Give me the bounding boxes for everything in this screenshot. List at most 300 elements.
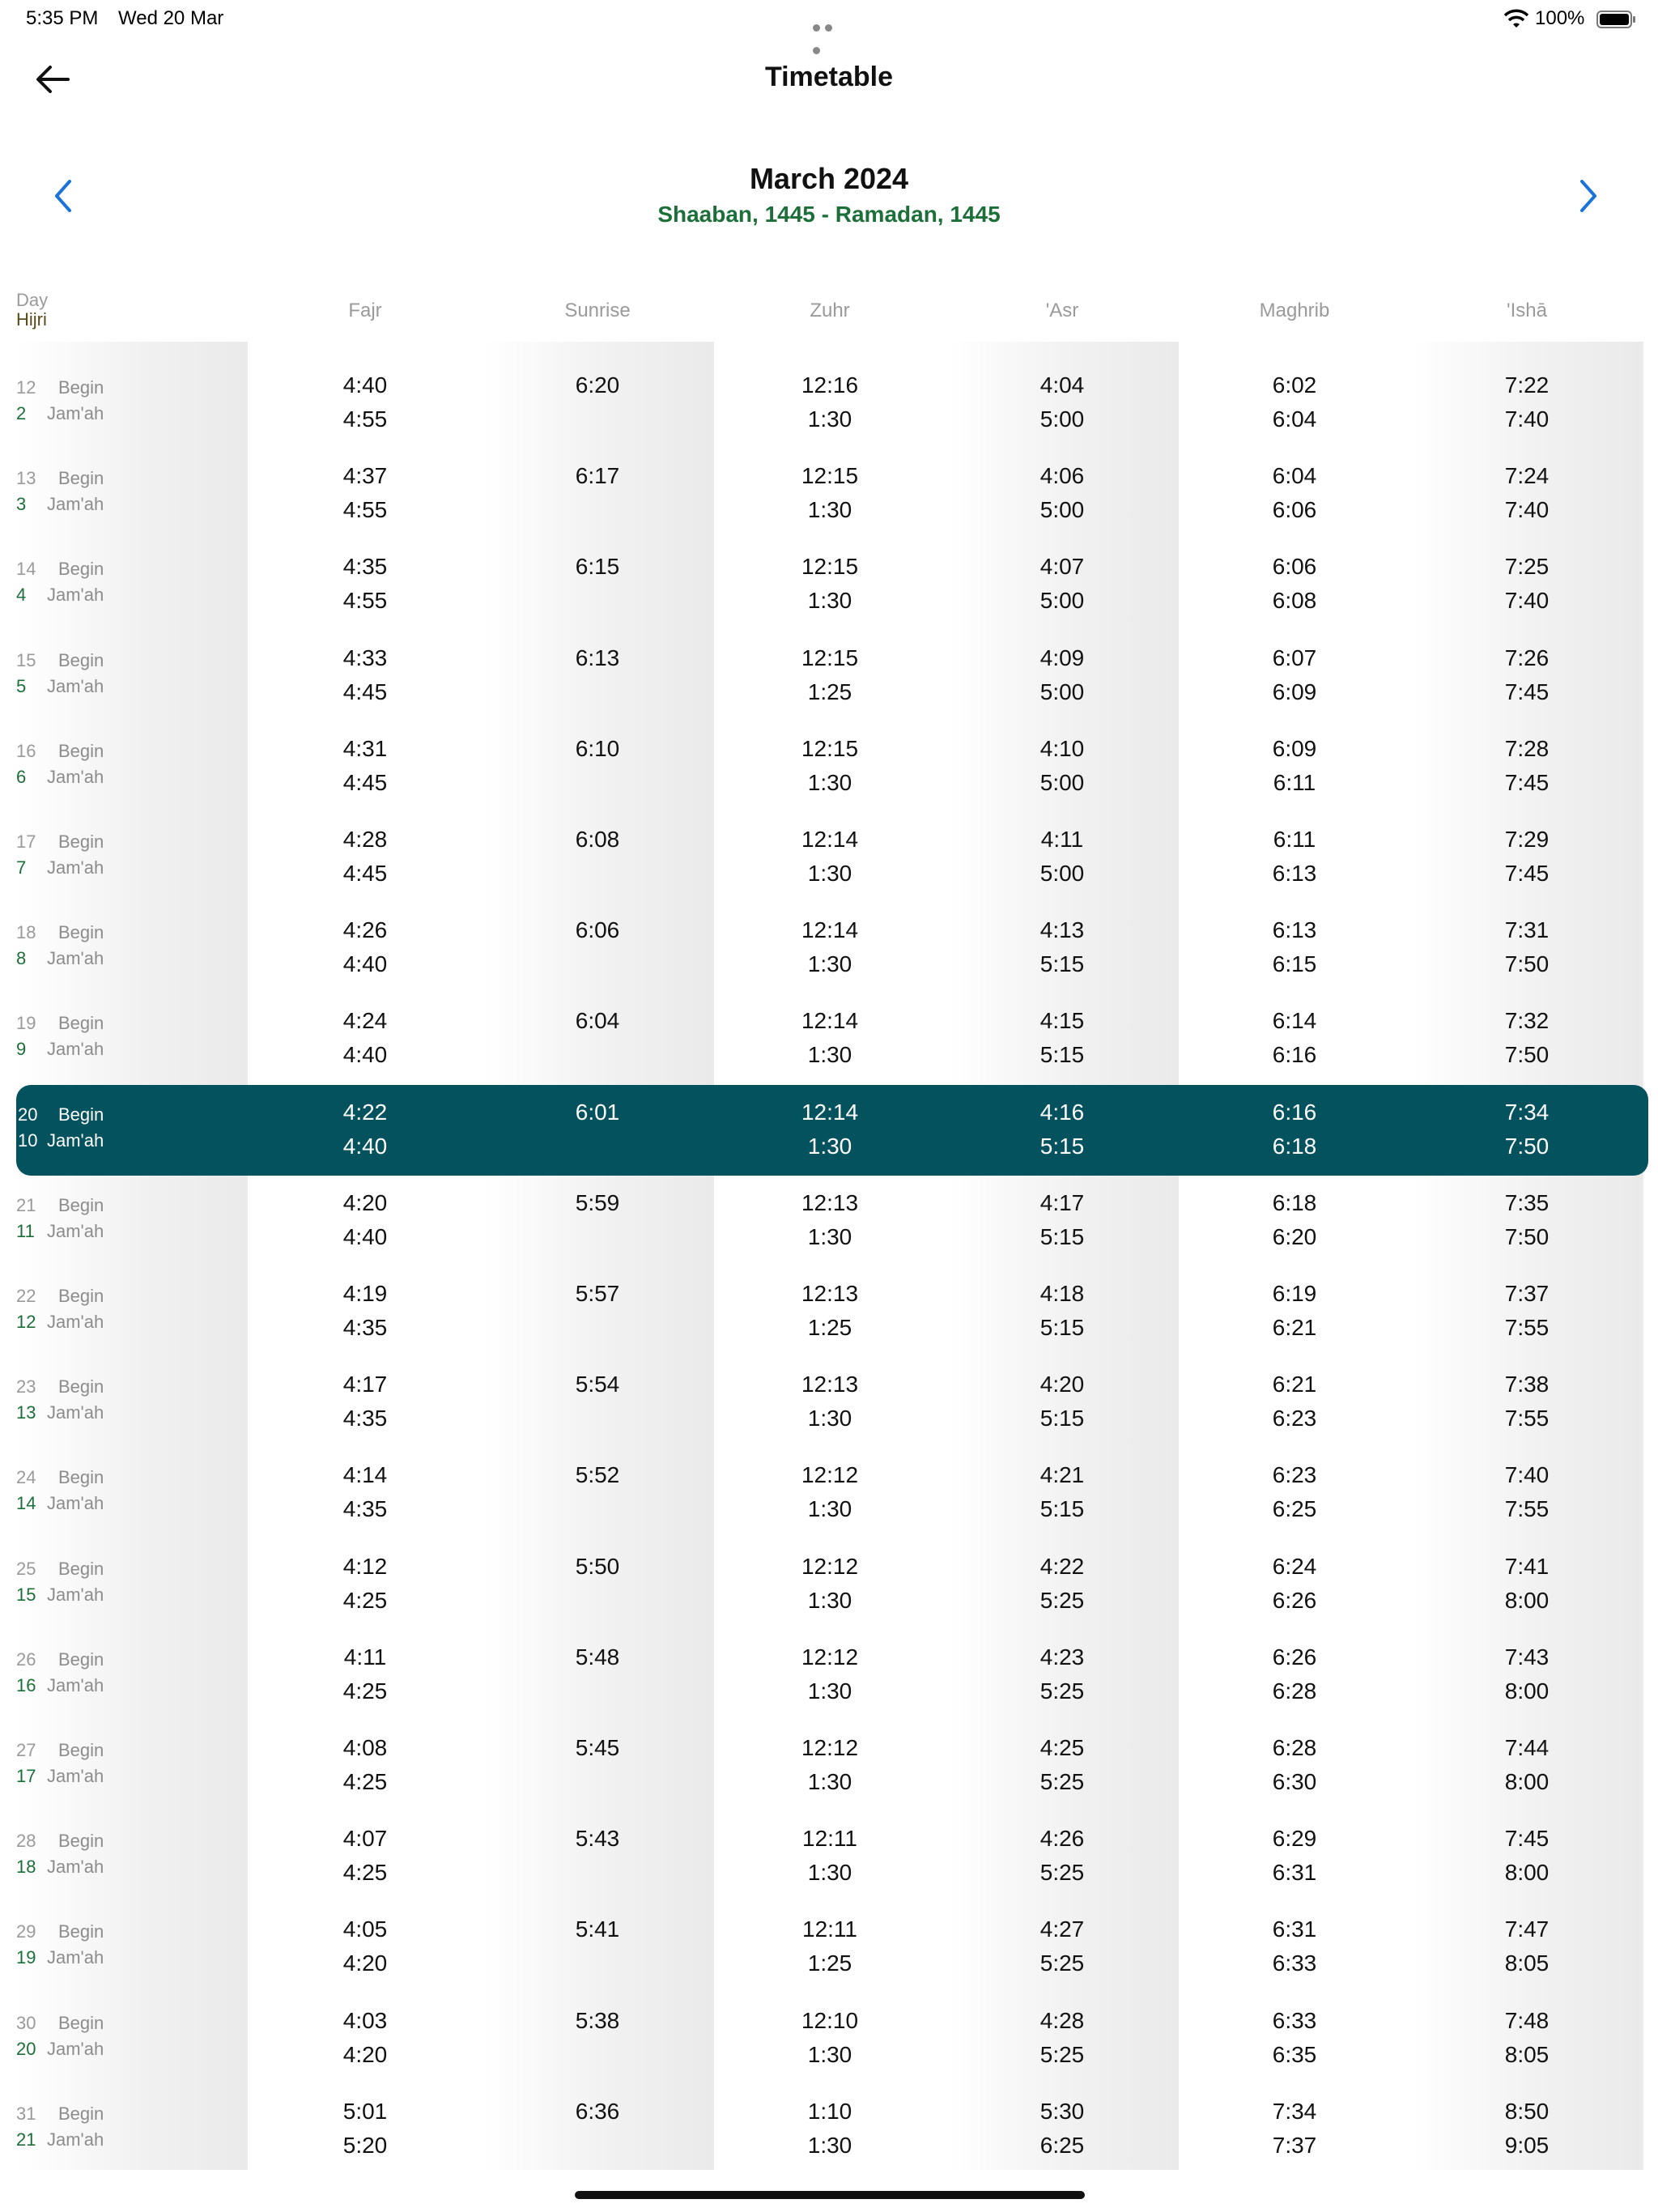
maghrib-begin-time: 6:33 xyxy=(1272,2007,1317,2033)
maghrib-jamah-time: 6:08 xyxy=(1272,588,1317,614)
asr-begin-time: 4:09 xyxy=(1039,644,1085,670)
asr-jamah-time: 5:25 xyxy=(1039,2041,1085,2067)
maghrib-begin-time: 6:28 xyxy=(1272,1735,1317,1760)
isha-jamah-time: 7:40 xyxy=(1504,497,1550,523)
zuhr-jamah-time: 1:30 xyxy=(807,1042,852,1068)
begin-label: Begin xyxy=(58,1286,104,1306)
fajr-jamah-time: 4:45 xyxy=(342,769,388,795)
maghrib-begin-time: 6:09 xyxy=(1272,735,1317,761)
sunrise-time: 5:54 xyxy=(575,1372,620,1397)
isha-begin-time: 7:37 xyxy=(1504,1281,1550,1306)
jamah-label: Jam'ah xyxy=(47,494,104,515)
hijri-day-number: 4 xyxy=(16,585,27,606)
begin-label: Begin xyxy=(58,1013,104,1034)
asr-begin-time: 4:23 xyxy=(1039,1644,1085,1670)
fajr-jamah-time: 5:20 xyxy=(342,2132,388,2158)
isha-begin-time: 7:43 xyxy=(1504,1644,1550,1670)
day-number: 13 xyxy=(16,468,36,489)
isha-jamah-time: 7:45 xyxy=(1504,678,1550,704)
day-number: 14 xyxy=(16,559,36,580)
column-header-fajr: Fajr xyxy=(348,300,382,321)
zuhr-jamah-time: 1:30 xyxy=(807,2041,852,2067)
asr-jamah-time: 5:00 xyxy=(1039,497,1085,523)
fajr-jamah-time: 4:25 xyxy=(342,1860,388,1886)
table-row xyxy=(0,1448,1658,1538)
asr-begin-time: 4:17 xyxy=(1039,1189,1085,1215)
day-number: 22 xyxy=(16,1286,36,1306)
maghrib-begin-time: 6:21 xyxy=(1272,1372,1317,1397)
begin-label: Begin xyxy=(58,1921,104,1942)
sunrise-time: 5:57 xyxy=(575,1281,620,1306)
column-header-asr: 'Asr xyxy=(1045,300,1079,321)
maghrib-jamah-time: 6:11 xyxy=(1273,769,1316,795)
isha-jamah-time: 7:50 xyxy=(1504,1223,1550,1249)
day-number: 29 xyxy=(16,1921,36,1942)
zuhr-begin-time: 12:13 xyxy=(801,1372,859,1397)
asr-begin-time: 4:22 xyxy=(1039,1553,1085,1579)
hijri-month-range: Shaaban, 1445 - Ramadan, 1445 xyxy=(657,202,1001,227)
table-row xyxy=(0,903,1658,993)
asr-jamah-time: 5:15 xyxy=(1039,1042,1085,1068)
isha-begin-time: 7:26 xyxy=(1504,644,1550,670)
day-number: 17 xyxy=(16,832,36,852)
zuhr-jamah-time: 1:30 xyxy=(807,406,852,432)
asr-jamah-time: 5:25 xyxy=(1039,1769,1085,1794)
asr-begin-time: 4:28 xyxy=(1039,2007,1085,2033)
jamah-label: Jam'ah xyxy=(47,1584,104,1605)
fajr-begin-time: 4:26 xyxy=(342,917,388,943)
asr-jamah-time: 5:00 xyxy=(1039,769,1085,795)
hijri-day-number: 11 xyxy=(16,1220,35,1241)
multitasking-dots-icon[interactable] xyxy=(813,15,848,23)
zuhr-begin-time: 12:11 xyxy=(802,1916,857,1942)
fajr-jamah-time: 4:55 xyxy=(342,497,388,523)
jamah-label: Jam'ah xyxy=(47,948,104,969)
asr-jamah-time: 5:15 xyxy=(1039,1496,1085,1522)
status-bar xyxy=(0,0,1658,39)
isha-begin-time: 7:48 xyxy=(1504,2007,1550,2033)
maghrib-jamah-time: 6:31 xyxy=(1272,1860,1317,1886)
next-month-chevron-icon[interactable] xyxy=(1577,177,1601,215)
fajr-jamah-time: 4:40 xyxy=(342,1223,388,1249)
fajr-jamah-time: 4:35 xyxy=(342,1315,388,1340)
hijri-day-number: 8 xyxy=(16,948,27,969)
fajr-jamah-time: 4:40 xyxy=(342,1042,388,1068)
asr-begin-time: 4:16 xyxy=(1039,1099,1085,1125)
day-number: 31 xyxy=(16,2103,36,2124)
zuhr-begin-time: 12:11 xyxy=(802,1826,857,1852)
begin-label: Begin xyxy=(58,1740,104,1760)
day-number: 24 xyxy=(16,1467,36,1488)
fajr-begin-time: 4:11 xyxy=(343,1644,387,1670)
asr-begin-time: 4:26 xyxy=(1039,1826,1085,1852)
zuhr-jamah-time: 1:30 xyxy=(807,2132,852,2158)
maghrib-begin-time: 6:26 xyxy=(1272,1644,1317,1670)
asr-begin-time: 4:21 xyxy=(1039,1462,1085,1488)
battery-icon xyxy=(1596,11,1635,28)
zuhr-jamah-time: 1:25 xyxy=(807,1315,852,1340)
jamah-label: Jam'ah xyxy=(47,2129,104,2150)
fajr-jamah-time: 4:20 xyxy=(342,1950,388,1976)
maghrib-begin-time: 6:06 xyxy=(1272,554,1317,580)
fajr-jamah-time: 4:25 xyxy=(342,1678,388,1704)
day-column-header: Day xyxy=(16,290,49,310)
begin-label: Begin xyxy=(58,1467,104,1488)
fajr-begin-time: 4:24 xyxy=(342,1008,388,1034)
isha-jamah-time: 7:45 xyxy=(1504,861,1550,886)
asr-begin-time: 4:25 xyxy=(1039,1735,1085,1760)
zuhr-begin-time: 12:12 xyxy=(801,1462,859,1488)
hijri-day-number: 10 xyxy=(18,1129,38,1151)
hijri-day-number: 5 xyxy=(16,675,27,696)
fajr-jamah-time: 4:25 xyxy=(342,1769,388,1794)
zuhr-begin-time: 12:14 xyxy=(801,917,859,943)
status-time: 5:35 PM xyxy=(26,7,99,29)
table-row xyxy=(0,812,1658,903)
hijri-day-number: 15 xyxy=(16,1584,36,1605)
table-row xyxy=(0,1811,1658,1902)
zuhr-jamah-time: 1:30 xyxy=(807,1406,852,1431)
maghrib-jamah-time: 6:18 xyxy=(1272,1133,1317,1159)
sunrise-time: 5:43 xyxy=(575,1826,620,1852)
fajr-jamah-time: 4:35 xyxy=(342,1406,388,1431)
fajr-begin-time: 4:33 xyxy=(342,644,388,670)
isha-jamah-time: 8:00 xyxy=(1504,1860,1550,1886)
isha-jamah-time: 7:55 xyxy=(1504,1496,1550,1522)
sunrise-time: 6:04 xyxy=(575,1008,620,1034)
asr-begin-time: 4:06 xyxy=(1039,463,1085,489)
sunrise-time: 5:48 xyxy=(575,1644,620,1670)
isha-begin-time: 7:47 xyxy=(1504,1916,1550,1942)
zuhr-begin-time: 12:14 xyxy=(801,1099,859,1125)
asr-jamah-time: 5:00 xyxy=(1039,678,1085,704)
isha-jamah-time: 7:50 xyxy=(1504,1042,1550,1068)
fajr-begin-time: 4:22 xyxy=(342,1099,388,1125)
maghrib-jamah-time: 6:04 xyxy=(1272,406,1317,432)
asr-jamah-time: 6:25 xyxy=(1039,2132,1085,2158)
jamah-label: Jam'ah xyxy=(47,585,104,606)
maghrib-jamah-time: 6:15 xyxy=(1272,951,1317,977)
sunrise-time: 6:15 xyxy=(575,554,620,580)
zuhr-begin-time: 12:12 xyxy=(801,1644,859,1670)
zuhr-jamah-time: 1:30 xyxy=(807,769,852,795)
hijri-day-number: 17 xyxy=(16,1766,36,1786)
zuhr-jamah-time: 1:30 xyxy=(807,1133,852,1159)
maghrib-jamah-time: 6:23 xyxy=(1272,1406,1317,1431)
jamah-label: Jam'ah xyxy=(47,1857,104,1878)
day-number: 12 xyxy=(16,377,36,398)
table-row xyxy=(0,1902,1658,1993)
hijri-day-number: 7 xyxy=(16,857,27,878)
maghrib-jamah-time: 6:06 xyxy=(1272,497,1317,523)
day-number: 30 xyxy=(16,2012,36,2033)
isha-begin-time: 7:31 xyxy=(1504,917,1550,943)
jamah-label: Jam'ah xyxy=(47,1947,104,1968)
fajr-begin-time: 4:14 xyxy=(342,1462,388,1488)
hijri-day-number: 20 xyxy=(16,2038,36,2059)
maghrib-jamah-time: 7:37 xyxy=(1272,2132,1317,2158)
asr-begin-time: 4:18 xyxy=(1039,1281,1085,1306)
jamah-label: Jam'ah xyxy=(47,1129,104,1151)
asr-begin-time: 4:13 xyxy=(1039,917,1085,943)
begin-label: Begin xyxy=(58,377,104,398)
zuhr-begin-time: 12:12 xyxy=(801,1553,859,1579)
table-row xyxy=(0,1176,1658,1266)
asr-jamah-time: 5:15 xyxy=(1039,951,1085,977)
asr-begin-time: 4:10 xyxy=(1039,735,1085,761)
isha-begin-time: 7:32 xyxy=(1504,1008,1550,1034)
begin-label: Begin xyxy=(58,1831,104,1852)
isha-begin-time: 7:29 xyxy=(1504,827,1550,852)
column-header-zuhr: Zuhr xyxy=(810,300,850,321)
isha-begin-time: 7:34 xyxy=(1504,1099,1550,1125)
home-indicator[interactable] xyxy=(575,2191,1085,2199)
isha-begin-time: 7:25 xyxy=(1504,554,1550,580)
zuhr-begin-time: 12:15 xyxy=(801,644,859,670)
jamah-label: Jam'ah xyxy=(47,1766,104,1786)
hijri-day-number: 14 xyxy=(16,1493,36,1514)
asr-jamah-time: 5:00 xyxy=(1039,588,1085,614)
isha-begin-time: 7:24 xyxy=(1504,463,1550,489)
fajr-begin-time: 4:03 xyxy=(342,2007,388,2033)
asr-jamah-time: 5:00 xyxy=(1039,861,1085,886)
zuhr-jamah-time: 1:30 xyxy=(807,1496,852,1522)
zuhr-jamah-time: 1:30 xyxy=(807,1587,852,1613)
begin-label: Begin xyxy=(58,1558,104,1579)
zuhr-begin-time: 12:14 xyxy=(801,1008,859,1034)
isha-jamah-time: 7:55 xyxy=(1504,1406,1550,1431)
isha-jamah-time: 7:40 xyxy=(1504,588,1550,614)
fajr-jamah-time: 4:55 xyxy=(342,406,388,432)
begin-label: Begin xyxy=(58,740,104,761)
maghrib-begin-time: 6:29 xyxy=(1272,1826,1317,1852)
asr-jamah-time: 5:00 xyxy=(1039,406,1085,432)
table-row xyxy=(0,449,1658,539)
maghrib-begin-time: 6:04 xyxy=(1272,463,1317,489)
zuhr-jamah-time: 1:30 xyxy=(807,951,852,977)
isha-jamah-time: 7:55 xyxy=(1504,1315,1550,1340)
sunrise-time: 6:36 xyxy=(575,2098,620,2124)
maghrib-jamah-time: 6:26 xyxy=(1272,1587,1317,1613)
jamah-label: Jam'ah xyxy=(47,766,104,787)
hijri-day-number: 3 xyxy=(16,494,27,515)
hijri-day-number: 6 xyxy=(16,766,27,787)
fajr-begin-time: 4:19 xyxy=(342,1281,388,1306)
hijri-day-number: 13 xyxy=(16,1402,36,1423)
maghrib-begin-time: 6:23 xyxy=(1272,1462,1317,1488)
fajr-jamah-time: 4:20 xyxy=(342,2041,388,2067)
sunrise-time: 5:50 xyxy=(575,1553,620,1579)
sunrise-time: 5:52 xyxy=(575,1462,620,1488)
maghrib-begin-time: 6:19 xyxy=(1272,1281,1317,1306)
jamah-label: Jam'ah xyxy=(47,857,104,878)
zuhr-begin-time: 12:16 xyxy=(801,372,859,398)
begin-label: Begin xyxy=(58,1648,104,1670)
isha-begin-time: 7:35 xyxy=(1504,1189,1550,1215)
maghrib-begin-time: 6:13 xyxy=(1272,917,1317,943)
isha-begin-time: 7:40 xyxy=(1504,1462,1550,1488)
asr-jamah-time: 5:25 xyxy=(1039,1587,1085,1613)
zuhr-jamah-time: 1:30 xyxy=(807,861,852,886)
fajr-jamah-time: 4:40 xyxy=(342,1133,388,1159)
battery-percentage: 100% xyxy=(1535,7,1585,29)
asr-jamah-time: 5:15 xyxy=(1039,1315,1085,1340)
isha-jamah-time: 8:00 xyxy=(1504,1678,1550,1704)
fajr-begin-time: 4:17 xyxy=(342,1372,388,1397)
zuhr-begin-time: 12:13 xyxy=(801,1281,859,1306)
day-number: 28 xyxy=(16,1831,36,1852)
day-number: 25 xyxy=(16,1558,36,1579)
asr-begin-time: 4:27 xyxy=(1039,1916,1085,1942)
sunrise-time: 6:10 xyxy=(575,735,620,761)
day-number: 27 xyxy=(16,1740,36,1760)
page-title: Timetable xyxy=(764,62,894,92)
isha-begin-time: 8:50 xyxy=(1504,2098,1550,2124)
asr-jamah-time: 5:15 xyxy=(1039,1133,1085,1159)
zuhr-begin-time: 12:15 xyxy=(801,554,859,580)
maghrib-jamah-time: 6:35 xyxy=(1272,2041,1317,2067)
zuhr-begin-time: 12:14 xyxy=(801,827,859,852)
fajr-jamah-time: 4:35 xyxy=(342,1496,388,1522)
fajr-begin-time: 4:35 xyxy=(342,554,388,580)
sunrise-time: 6:06 xyxy=(575,917,620,943)
begin-label: Begin xyxy=(58,559,104,580)
table-row xyxy=(0,993,1658,1084)
hijri-day-number: 2 xyxy=(16,403,27,423)
isha-jamah-time: 7:40 xyxy=(1504,406,1550,432)
hijri-day-number: 9 xyxy=(16,1039,27,1060)
isha-jamah-time: 7:50 xyxy=(1504,951,1550,977)
maghrib-jamah-time: 6:20 xyxy=(1272,1223,1317,1249)
fajr-begin-time: 4:37 xyxy=(342,463,388,489)
fajr-begin-time: 4:12 xyxy=(342,1553,388,1579)
day-number: 16 xyxy=(16,740,36,761)
maghrib-begin-time: 6:14 xyxy=(1272,1008,1317,1034)
current-day-row xyxy=(16,1085,1648,1176)
maghrib-jamah-time: 6:30 xyxy=(1272,1769,1317,1794)
table-row xyxy=(0,1630,1658,1721)
maghrib-begin-time: 6:24 xyxy=(1272,1553,1317,1579)
jamah-label: Jam'ah xyxy=(47,1312,104,1332)
maghrib-begin-time: 6:02 xyxy=(1272,372,1317,398)
asr-begin-time: 5:30 xyxy=(1039,2098,1085,2124)
fajr-begin-time: 4:28 xyxy=(342,827,388,852)
table-row xyxy=(0,1266,1658,1357)
zuhr-begin-time: 12:15 xyxy=(801,735,859,761)
sunrise-time: 6:20 xyxy=(575,372,620,398)
asr-jamah-time: 5:25 xyxy=(1039,1950,1085,1976)
fajr-begin-time: 4:40 xyxy=(342,372,388,398)
zuhr-jamah-time: 1:30 xyxy=(807,1769,852,1794)
begin-label: Begin xyxy=(58,2012,104,2033)
table-row xyxy=(0,1721,1658,1811)
maghrib-begin-time: 6:18 xyxy=(1272,1189,1317,1215)
isha-begin-time: 7:28 xyxy=(1504,735,1550,761)
fajr-begin-time: 4:05 xyxy=(342,1916,388,1942)
maghrib-jamah-time: 6:09 xyxy=(1272,678,1317,704)
asr-jamah-time: 5:15 xyxy=(1039,1223,1085,1249)
asr-begin-time: 4:11 xyxy=(1040,827,1084,852)
month-title: March 2024 xyxy=(749,162,909,195)
isha-jamah-time: 8:05 xyxy=(1504,2041,1550,2067)
fajr-jamah-time: 4:45 xyxy=(342,678,388,704)
isha-begin-time: 7:45 xyxy=(1504,1826,1550,1852)
hijri-day-number: 21 xyxy=(16,2129,36,2150)
zuhr-begin-time: 12:10 xyxy=(801,2007,859,2033)
maghrib-jamah-time: 6:28 xyxy=(1272,1678,1317,1704)
hijri-day-number: 12 xyxy=(16,1312,36,1332)
isha-begin-time: 7:44 xyxy=(1504,1735,1550,1760)
column-header-isha: 'Ishā xyxy=(1507,300,1547,321)
day-number: 23 xyxy=(16,1376,36,1397)
isha-jamah-time: 8:05 xyxy=(1504,1950,1550,1976)
table-row xyxy=(0,721,1658,812)
fajr-begin-time: 4:31 xyxy=(342,735,388,761)
fajr-begin-time: 4:07 xyxy=(342,1826,388,1852)
zuhr-jamah-time: 1:30 xyxy=(807,1860,852,1886)
sunrise-time: 5:38 xyxy=(575,2007,620,2033)
begin-label: Begin xyxy=(58,2103,104,2124)
maghrib-begin-time: 6:07 xyxy=(1272,644,1317,670)
day-number: 21 xyxy=(16,1194,36,1215)
table-row xyxy=(0,2084,1658,2175)
begin-label: Begin xyxy=(58,468,104,489)
zuhr-begin-time: 12:12 xyxy=(801,1735,859,1760)
begin-label: Begin xyxy=(58,832,104,852)
asr-begin-time: 4:07 xyxy=(1039,554,1085,580)
jamah-label: Jam'ah xyxy=(47,403,104,423)
isha-begin-time: 7:38 xyxy=(1504,1372,1550,1397)
sunrise-time: 6:01 xyxy=(575,1099,620,1125)
maghrib-jamah-time: 6:21 xyxy=(1272,1315,1317,1340)
fajr-jamah-time: 4:55 xyxy=(342,588,388,614)
maghrib-begin-time: 6:31 xyxy=(1272,1916,1317,1942)
sunrise-time: 6:13 xyxy=(575,644,620,670)
asr-jamah-time: 5:25 xyxy=(1039,1860,1085,1886)
day-number: 18 xyxy=(16,922,36,943)
column-header-maghrib: Maghrib xyxy=(1259,300,1330,321)
begin-label: Begin xyxy=(58,1104,104,1125)
jamah-label: Jam'ah xyxy=(47,2038,104,2059)
maghrib-jamah-time: 6:13 xyxy=(1272,861,1317,886)
zuhr-begin-time: 12:15 xyxy=(801,463,859,489)
zuhr-jamah-time: 1:30 xyxy=(807,1223,852,1249)
sunrise-time: 5:45 xyxy=(575,1735,620,1760)
day-number: 26 xyxy=(16,1648,36,1670)
column-header-sunrise: Sunrise xyxy=(564,300,631,321)
zuhr-jamah-time: 1:30 xyxy=(807,588,852,614)
table-row xyxy=(0,358,1658,449)
zuhr-jamah-time: 1:25 xyxy=(807,1950,852,1976)
asr-begin-time: 4:15 xyxy=(1039,1008,1085,1034)
status-date: Wed 20 Mar xyxy=(118,7,224,29)
hijri-day-number: 19 xyxy=(16,1947,36,1968)
maghrib-jamah-time: 6:33 xyxy=(1272,1950,1317,1976)
hijri-day-number: 18 xyxy=(16,1857,36,1878)
begin-label: Begin xyxy=(58,922,104,943)
hijri-day-number: 16 xyxy=(16,1674,36,1695)
table-row xyxy=(0,1539,1658,1630)
jamah-label: Jam'ah xyxy=(47,1402,104,1423)
zuhr-jamah-time: 1:30 xyxy=(807,1678,852,1704)
isha-begin-time: 7:22 xyxy=(1504,372,1550,398)
table-row xyxy=(0,1993,1658,2084)
sunrise-time: 6:17 xyxy=(575,463,620,489)
day-number: 20 xyxy=(18,1104,38,1125)
maghrib-begin-time: 7:34 xyxy=(1272,2098,1317,2124)
zuhr-begin-time: 1:10 xyxy=(807,2098,852,2124)
asr-begin-time: 4:20 xyxy=(1039,1372,1085,1397)
